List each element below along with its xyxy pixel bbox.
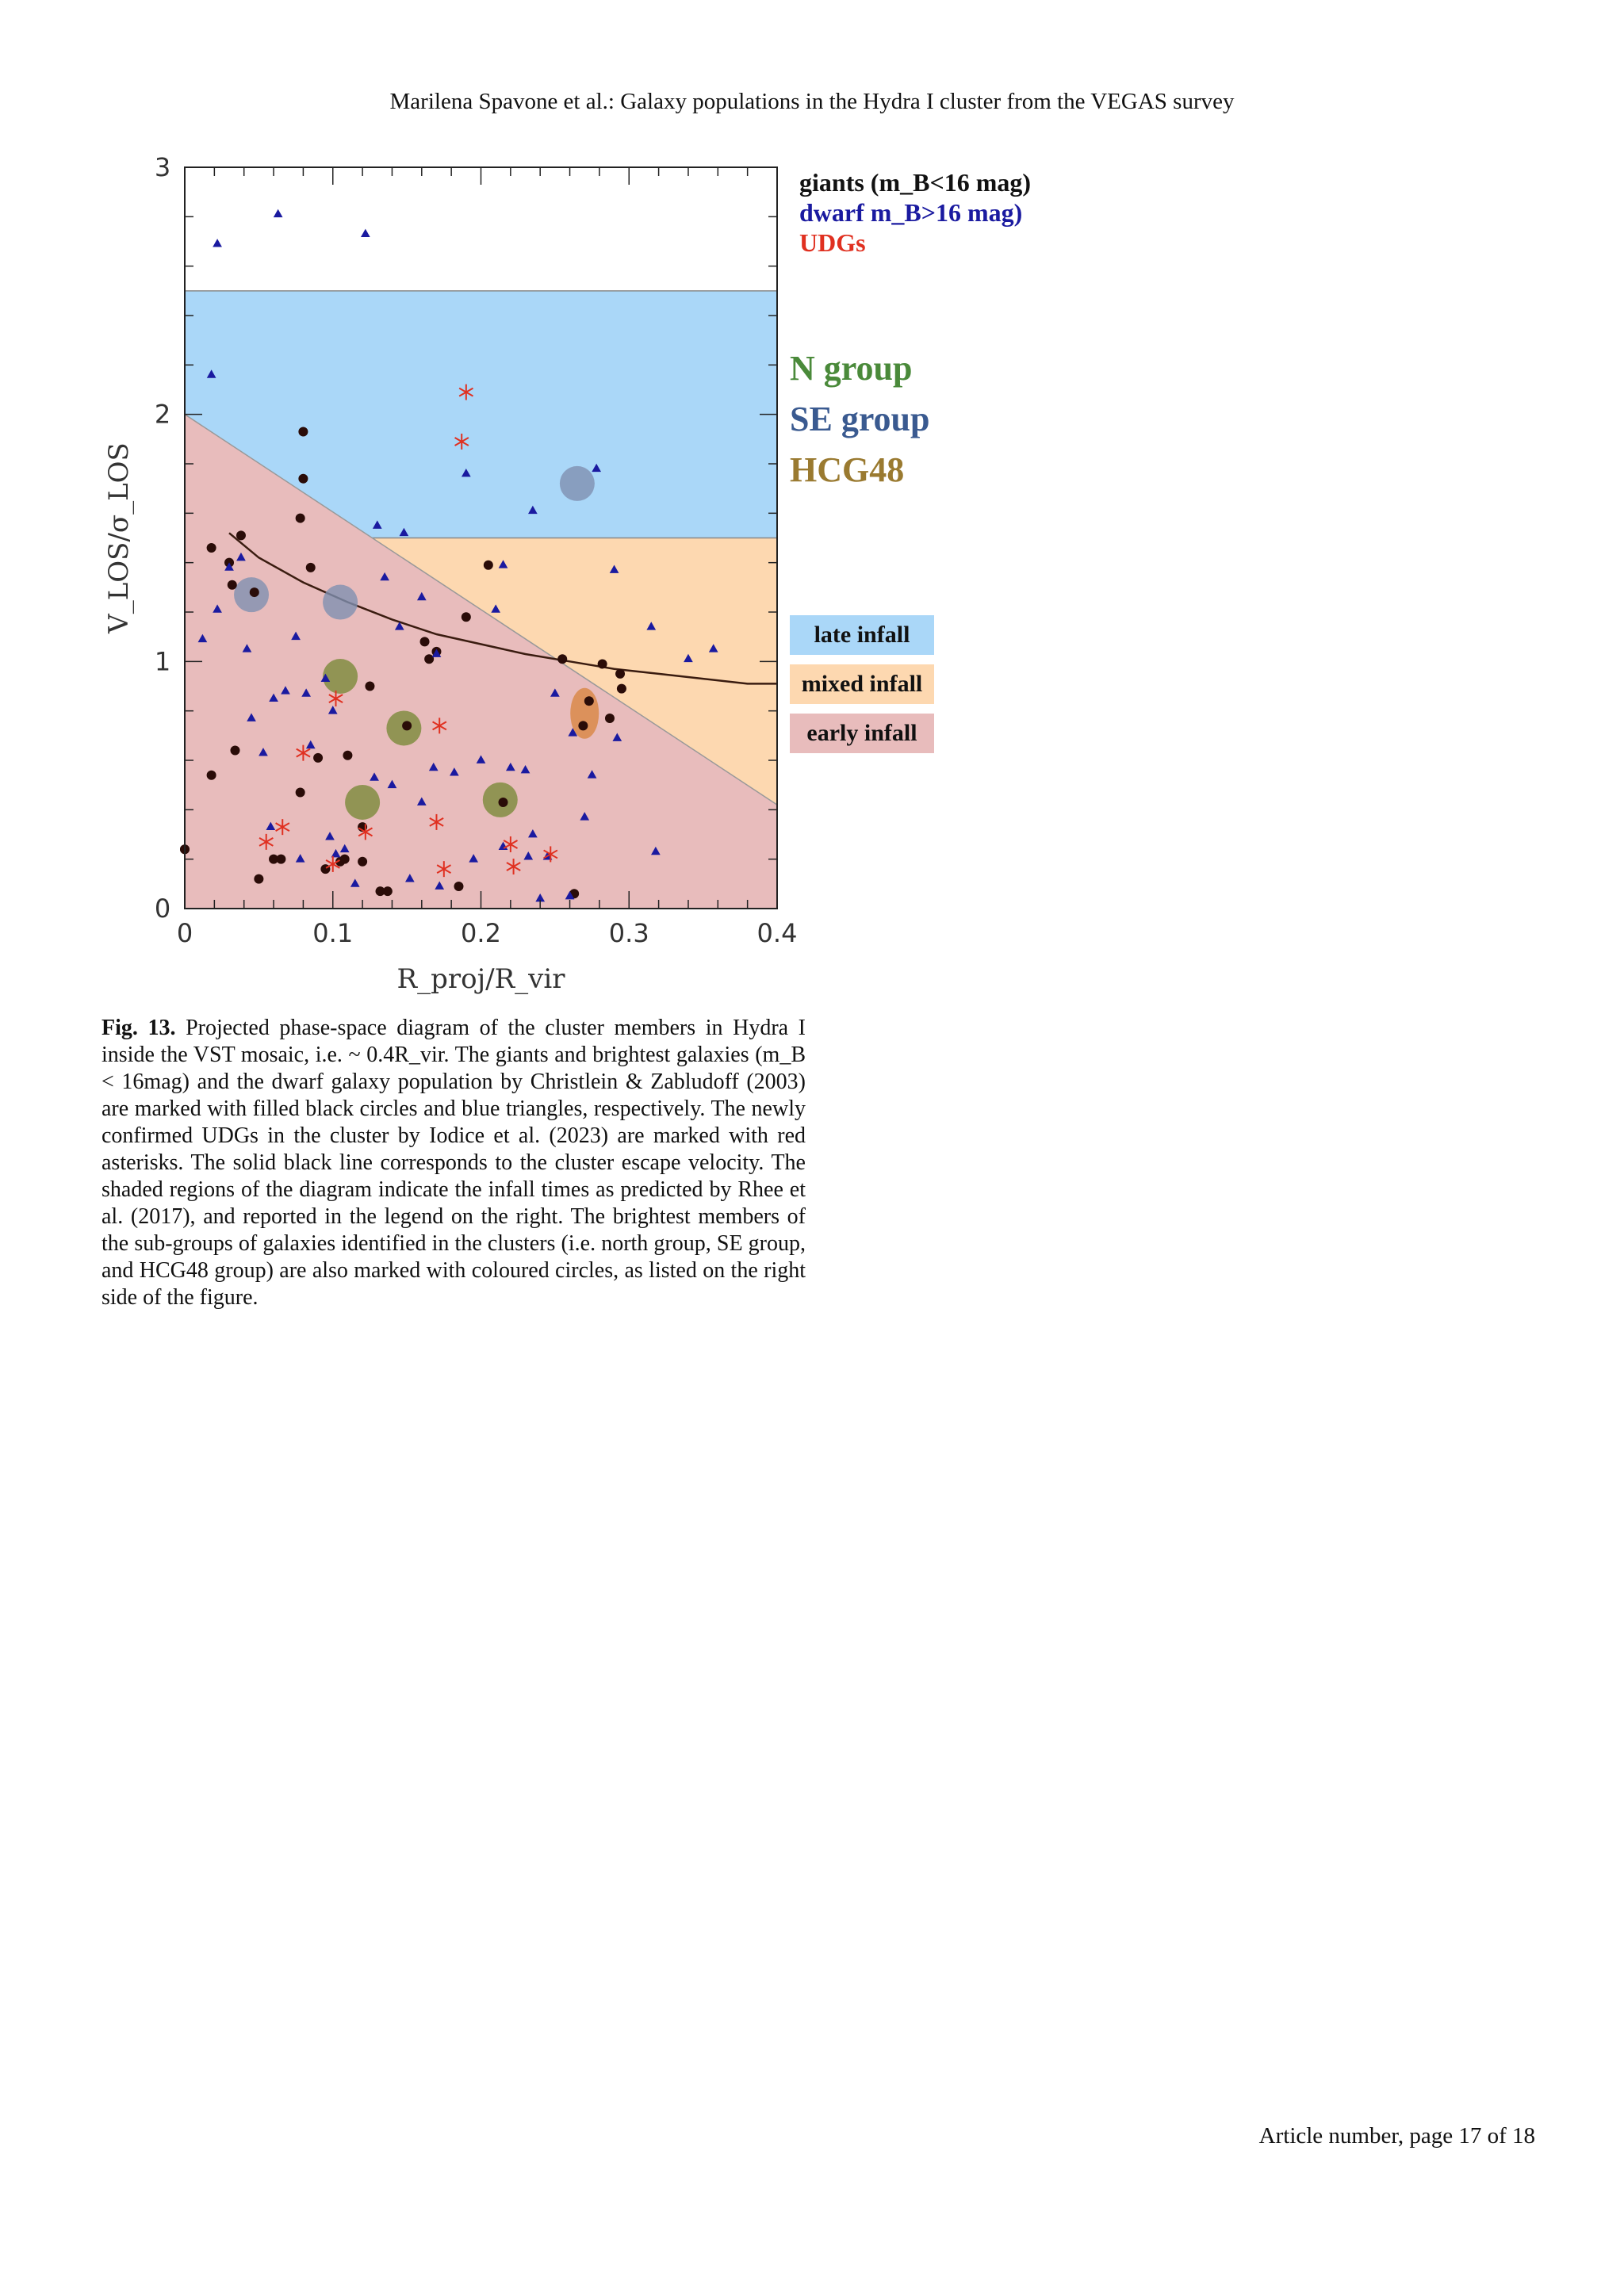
giant-point [276,855,285,864]
caption-label: Fig. 13. [102,1016,176,1040]
giant-point [250,587,259,597]
phase-space-chart [95,147,1031,1003]
page-footer: Article number, page 17 of 18 [1258,2123,1535,2149]
group-legend-entry: N group [790,349,913,388]
group-legend-entry: SE group [790,400,930,438]
n-group-marker [345,785,380,820]
x-tick-label: 0 [176,918,193,948]
infall-regions [185,291,777,909]
giant-point [228,580,237,590]
x-axis-label: R_proj/R_vir [396,963,565,995]
giant-point [383,886,393,896]
giant-point [499,798,508,807]
x-tick-label: 0.4 [756,918,798,948]
giant-point [584,696,594,706]
giant-point [402,721,412,730]
giant-point [254,874,263,884]
giant-point [306,563,316,572]
region-legend-label: late infall [814,622,910,648]
giant-point [454,882,463,891]
giant-point [298,427,308,436]
hcg48-group-marker [570,688,599,739]
se-group-marker [560,466,595,501]
giant-point [343,751,352,760]
x-tick-label: 0.1 [312,918,354,948]
y-tick-label: 3 [154,152,171,182]
giant-point [313,753,323,763]
giant-point [484,561,493,570]
y-tick-label: 1 [154,646,171,677]
dwarf-point [213,239,222,247]
region-legend-label: mixed infall [801,671,923,697]
phase-space-figure [95,147,1031,1003]
y-axis-label: V_LOS/σ_LOS [103,442,135,633]
giant-point [296,514,305,523]
giant-point [230,746,239,756]
giant-point [296,788,305,798]
x-tick-label: 0.3 [608,918,649,948]
giant-point [207,543,216,553]
legend-entry: giants (m_B<16 mag) [799,168,1031,197]
caption-text: Projected phase-space diagram of the cluster members in Hydra I inside the VST mosaic, i.e. ~ 0.4R_vir. The giants and brightest galaxies (m_B < 16mag) and the dwarf galaxy population by Christlein & Zabludoff (2003) are marked with filled black circles and blue triangles, respectively. The newly confirmed UDGs in the cluster by Iodice et al. (2023) are marked with red asterisks. The solid black line corresponds to the cluster escape velocity. The shaded regions of the diagram indicate the infall times as predicted by Rhee et al. (2017), and reported in the legend on the right. The brightest members of the sub-groups of galaxies identified in the clusters (i.e. north group, SE group, and HCG48 group) are also marked with coloured circles, as listed on the right side of the figure. [102,1016,806,1310]
n-group-marker [323,659,358,694]
figure-caption [102,1015,806,1311]
giant-point [340,855,350,864]
running-head: Marilena Spavone et al.: Galaxy populations in the Hydra I cluster from the VEGAS survey [389,89,1235,114]
giant-point [420,637,430,646]
giant-point [617,684,626,694]
x-tick-label: 0.2 [461,918,501,948]
legend-entry: UDGs [799,228,866,257]
giant-point [462,612,471,622]
giant-point [424,654,434,664]
group-legend-entry: HCG48 [790,450,905,489]
giant-point [578,721,588,730]
dwarf-point [274,209,283,217]
giant-point [358,857,367,867]
giant-point [365,682,374,691]
giant-point [298,474,308,484]
giant-point [598,659,607,668]
giant-point [615,669,625,679]
region-legend-label: early infall [806,720,917,746]
legend-entry: dwarf m_B>16 mag) [799,198,1023,227]
giant-point [605,714,615,723]
giant-point [207,771,216,780]
giant-point [236,530,246,540]
y-tick-label: 0 [154,894,171,924]
giant-point [557,654,567,664]
dwarf-point [361,229,370,237]
legend [790,168,1031,753]
y-tick-label: 2 [154,399,171,430]
se-group-marker [323,585,358,620]
